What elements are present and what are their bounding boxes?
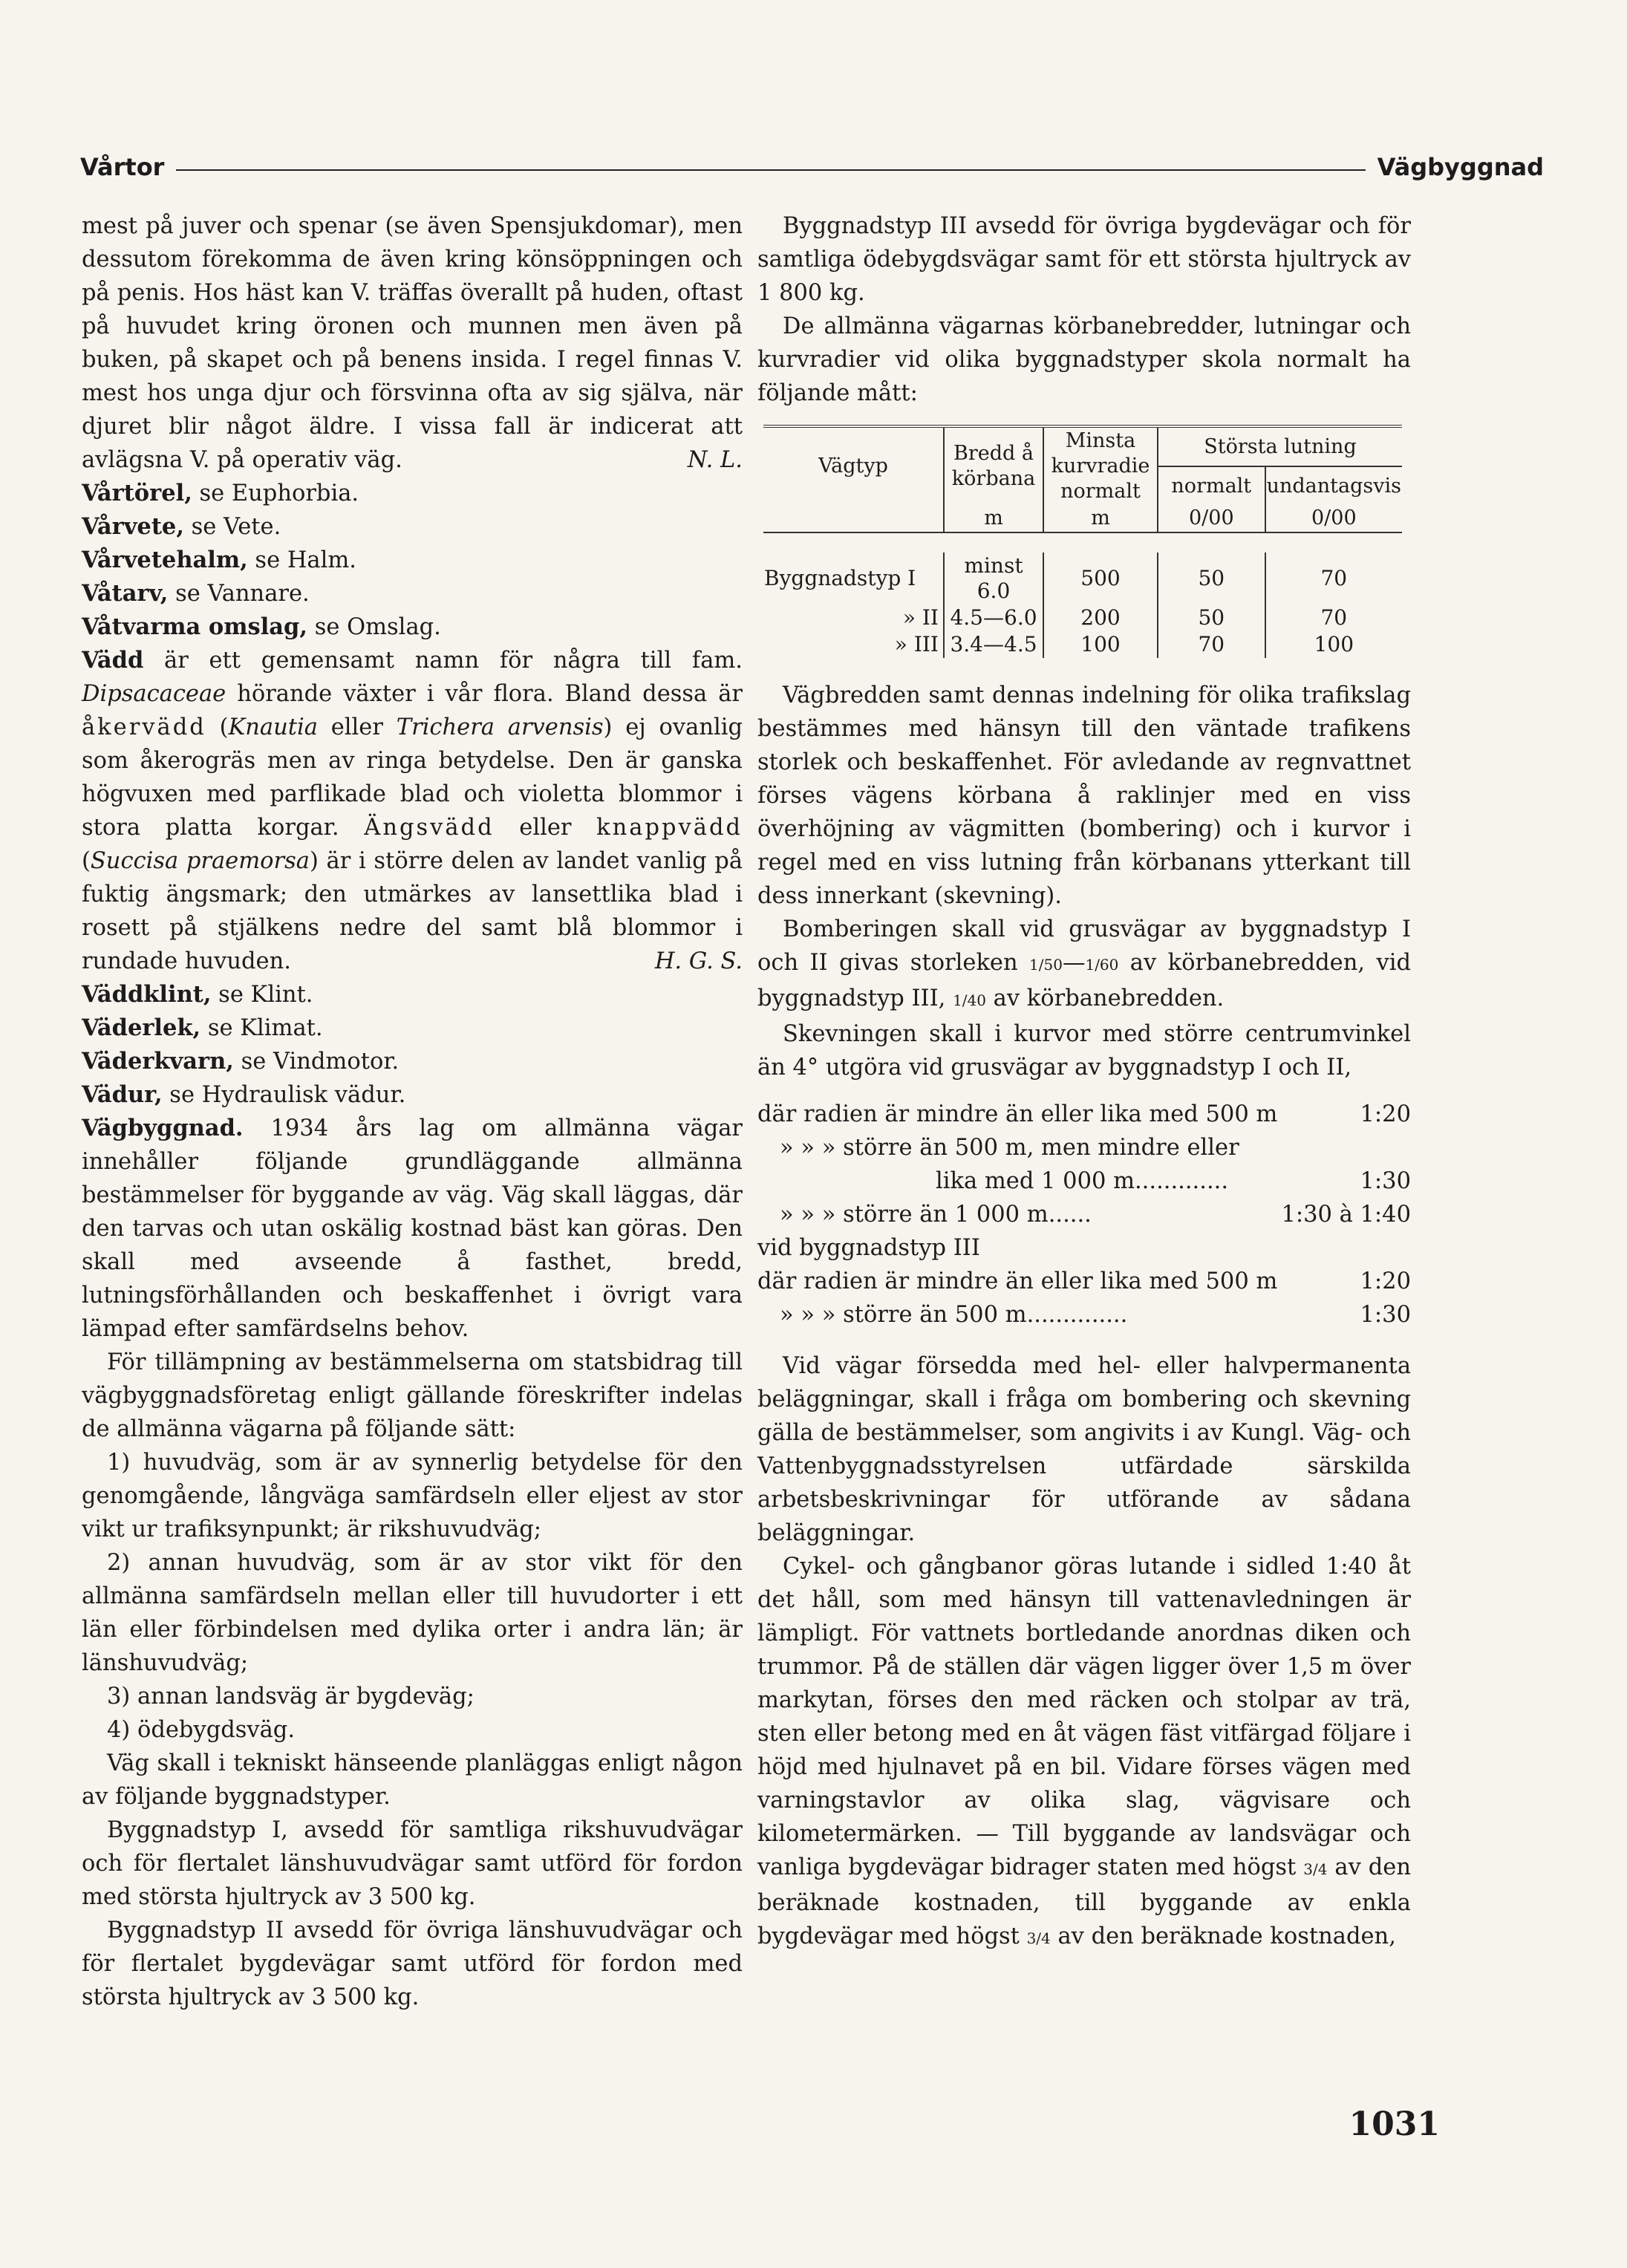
table-unit-bredd: m — [944, 505, 1043, 532]
entry-vadd: Vädd är ett gemensamt namn för några till fam. Dipsacaceae hörande växter i vår flora. Bland dessa är åkervädd (Knautia eller Trichera arvensis) ej ovanlig som åkerogräs men av ringa betydelse. Den är ganska högvuxen med parflikade blad och violetta blommor i stora platta korgar. Ängsvädd eller knappvädd (Succisa praemorsa) är i större delen av landet vanlig på fuktig ängsmark; den utmärkes av lansettlika blad i rosett på stjälkens nedre del samt blå blommor i rundade huvuden. H. G. S. — [82, 644, 743, 978]
entry-vatvarma: Våtvarma omslag, se Omslag. — [82, 613, 441, 640]
paragraph-allmanna: De allmänna vägarnas körbanebredder, lutningar och kurvradier vid olika byggnadstyper skola normalt ha följande mått: — [757, 313, 1411, 406]
entry-vaderlek: Väderlek, se Klimat. — [82, 1014, 323, 1041]
entry-varvete: Vårvete, se Vete. — [82, 513, 281, 540]
entry-vadur: Vädur, se Hydraulisk vädur. — [82, 1081, 406, 1108]
paragraph-typ1: Byggnadstyp I, avsedd för samtliga rikshuvudvägar och för flertalet länshuvudvägar samt utförd för fordon med största hjultryck av 3 500 kg. — [82, 1817, 743, 1910]
table-header-bredd: Bredd å körbana — [944, 426, 1043, 505]
signature: H. G. S. — [654, 948, 743, 974]
page-number: 1031 — [1349, 2105, 1440, 2143]
entry-vatarv: Våtarv, se Vannare. — [82, 580, 310, 607]
paragraph-bombering: Bomberingen skall vid grusvägar av byggnadstyp I och II givas storleken 1/50—1/60 av körbanebredden, vid byggnadstyp III, 1/40 av körbanebredden. — [757, 916, 1411, 1011]
paragraph-cykel: Cykel- och gångbanor göras lutande i sidled 1:40 åt det håll, som med hänsyn till vattenavledningen är lämpligt. För vattnets bortledande anordnas diken och trummor. På de ställen där vägen ligger över 1,5 m över markytan, förses den med räcken och stolpar av trä, sten eller betong med en åt vägen fäst vitfärgad följare i höjd med hjulnavet på en bil. Vidare förses vägen med varningstavlor av olika slag, vägvisare och kilometermärken. — Till byggande av landsvägar och vanliga bygdevägar bidrager staten med högst 3/4 av den beräknade kostnaden, till byggande av enkla bygdevägar med högst 3/4 av den beräknade kostnaden, — [757, 1554, 1411, 1949]
table-unit-minsta: m — [1043, 505, 1158, 532]
list-item-1: 1) huvudväg, som är av synnerlig betydelse för den genomgående, långväga samfärdseln eller eljest av stor vikt ur trafiksynpunkt; är rikshuvudväg; — [82, 1450, 743, 1542]
table-header-minsta: Minsta kurvradie normalt — [1043, 426, 1158, 505]
paragraph-permanenta: Vid vägar försedda med hel- eller halvpermanenta beläggningar, skall i fråga om bombering och skevning gälla de bestämmelser, som angivits i av Kungl. Väg- och Vattenbyggnadsstyrelsen utfärdade särskilda arbetsbeskrivningar för utförande av sådana beläggningar. — [757, 1353, 1411, 1546]
table-header-storsta: Största lutning — [1158, 426, 1402, 466]
paragraph-vagbredden: Vägbredden samt dennas indelning för olika trafikslag bestämmes med hänsyn till den väntade trafikens storlek och beskaffenhet. För avledande av regnvattnet förses vägens körbana å raklinjer med en viss överhöjning av vägmitten (bombering) och i kurvor i regel med en viss lutning från körbanans ytterkant till dess innerkant (skevning). — [757, 682, 1411, 909]
header-rule — [80, 169, 1544, 171]
paragraph-typ3: Byggnadstyp III avsedd för övriga bygdevägar och för samtliga ödebygdsvägar samt för ett största hjultryck av 1 800 kg. — [757, 213, 1411, 306]
table-unit-undantag: 0/00 — [1265, 505, 1402, 532]
table-row: Byggnadstyp I minst 6.0 500 50 70 — [763, 553, 1402, 605]
paragraph-vartor-cont: mest på juver och spenar (se även Spensjukdomar), men dessutom förekomma de även kring könsöppningen och på penis. Hos häst kan V. träffas överallt på huden, oftast på huvudet kring öronen och munnen men även på buken, på skapet och på benens insida. I regel finnas V. mest hos unga djur och försvinna ofta av sig själva, när djuret blir något äldre. I vissa fall är indicerat att avlägsna V. på operativ väg. N. L. — [82, 209, 743, 477]
table-row: » III 3.4—4.5 100 70 100 — [763, 631, 1402, 658]
entry-vaddklint: Väddklint, se Klint. — [82, 981, 313, 1008]
paragraph-vag: Väg skall i tekniskt hänseende planläggas enligt någon av följande byggnadstyper. — [82, 1750, 743, 1810]
list-item-3: 3) annan landsväg är bygdeväg; — [107, 1684, 475, 1710]
left-column — [82, 209, 743, 2014]
table-unit-normalt: 0/00 — [1158, 505, 1265, 532]
table-header-vagtyp: Vägtyp — [818, 454, 888, 478]
skevning-ratios: där radien är mindre än eller lika med 500 m 1:20 » » » större än 500 m, men mindre eller lika med 1 000 m............. 1:30 » » » större än 1 000 m...... 1:30 à 1:40 vid byggnadstyp III där radien är mindre än eller lika med 500 m 1:20 » » » större än 500 m.............. 1:30 — [757, 1101, 1411, 1328]
paragraph-skevning: Skevningen skall i kurvor med större centrumvinkel än 4° utgöra vid grusvägar av byggnadstyp I och II, — [757, 1021, 1411, 1081]
list-item-4: 4) ödebygdsväg. — [107, 1717, 296, 1743]
table-header-normalt: normalt — [1158, 466, 1265, 505]
running-header — [80, 152, 1544, 189]
entry-vagbyggnad: Vägbyggnad. 1934 års lag om allmänna vägar innehåller följande grundläggande allmänna bestämmelser för byggande av väg. Väg skall läggas, där den tarvas och utan oskälig kostnad bäst kan göras. Den skall med avseende å fasthet, bredd, lutningsförhållanden och beskaffenhet i övrigt vara lämpad efter samfärdselns behov. — [82, 1115, 743, 1342]
paragraph-typ2: Byggnadstyp II avsedd för övriga länshuvudvägar och för flertalet bygdevägar samt utförd för fordon med största hjultryck av 3 500 kg. — [82, 1917, 743, 2010]
signature: N. L. — [687, 447, 743, 473]
table-header-undantag: undantagsvis — [1265, 466, 1402, 505]
entry-vartorel: Vårtörel, se Euphorbia. — [82, 480, 359, 506]
list-item-2: 2) annan huvudväg, som är av stor vikt för den allmänna samfärdseln mellan eller till huvudorter i ett län eller förbindelsen med dylika orter i andra län; är länshuvudväg; — [82, 1550, 743, 1676]
entry-varvetehalm: Vårvetehalm, se Halm. — [82, 547, 356, 573]
header-left: Vårtor — [80, 152, 176, 182]
paragraph-tillampning: För tillämpning av bestämmelserna om statsbidrag till vägbyggnadsföretag enligt gällande föreskrifter indelas de allmänna vägarna på följande sätt: — [82, 1349, 743, 1442]
road-dimensions-table — [763, 425, 1402, 658]
table-row: » II 4.5—6.0 200 50 70 — [763, 605, 1402, 631]
entry-vaderkvarn: Väderkvarn, se Vindmotor. — [82, 1048, 400, 1075]
right-column — [757, 209, 1411, 1955]
header-right: Vägbyggnad — [1366, 152, 1544, 182]
